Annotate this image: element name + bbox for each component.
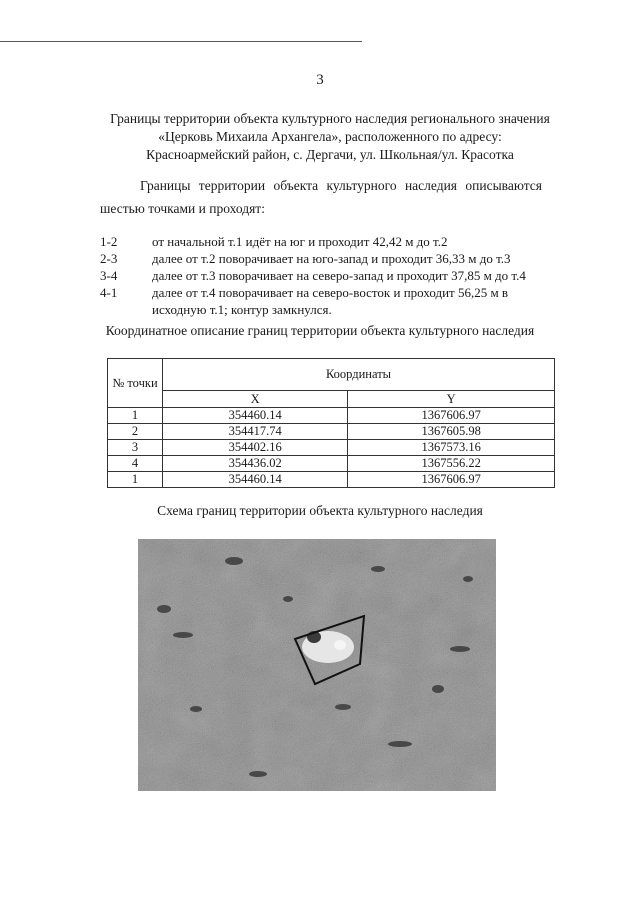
step-text: от начальной т.1 идёт на юг и проходит 42,42 м до т.2: [152, 234, 448, 249]
table-row: [108, 424, 555, 440]
step-text: далее от т.3 поворачивает на северо-запад и проходит 37,85 м до т.4: [152, 268, 526, 283]
heading-line-3: Красноармейский район, с. Дергачи, ул. Школьная/ул. Красотка: [146, 147, 514, 162]
heading-line-2: «Церковь Михаила Архангела», расположенного по адресу:: [158, 129, 502, 144]
table-row: [108, 408, 555, 424]
y-cell: 1367556.22: [348, 456, 555, 472]
step-code: 3-4: [100, 268, 118, 283]
point-cell: 1: [108, 472, 163, 488]
step-item: [100, 284, 560, 318]
document-heading: [60, 110, 600, 164]
y-cell: 1367606.97: [348, 408, 555, 424]
table-caption: Координатное описание границ территории объекта культурного наследия: [105, 323, 535, 338]
table-row: [108, 472, 555, 488]
step-code: 1-2: [100, 234, 118, 249]
scheme-caption: Схема границ территории объекта культурного наследия: [157, 503, 483, 518]
x-cell: 354460.14: [163, 408, 348, 424]
intro-paragraph: [100, 174, 542, 220]
point-column-header: № точки: [108, 359, 163, 408]
satellite-scheme-image: [138, 539, 496, 791]
step-item: [100, 267, 560, 284]
x-cell: 354402.16: [163, 440, 348, 456]
coordinates-header: Координаты: [163, 359, 555, 391]
map-grain: [138, 539, 496, 791]
x-cell: 354460.14: [163, 472, 348, 488]
y-column-header: Y: [348, 391, 555, 408]
heading-line-1: Границы территории объекта культурного наследия регионального значения: [110, 111, 550, 126]
y-cell: 1367573.16: [348, 440, 555, 456]
table-row: [108, 440, 555, 456]
x-column-header: X: [163, 391, 348, 408]
intro-line-2: шестью точками и проходят:: [100, 201, 265, 216]
point-cell: 4: [108, 456, 163, 472]
y-cell: 1367605.98: [348, 424, 555, 440]
scheme-svg: [138, 539, 496, 791]
point-cell: 3: [108, 440, 163, 456]
church-building: [302, 631, 354, 663]
y-cell: 1367606.97: [348, 472, 555, 488]
step-item: [100, 233, 560, 250]
intro-line-1: Границы территории объекта культурного наследия описываются: [140, 178, 542, 193]
boundary-steps: [100, 233, 560, 318]
step-text: далее от т.4 поворачивает на северо-восток и проходит 56,25 м в исходную т.1; контур замкнулся.: [152, 285, 509, 317]
coordinates-table: [107, 358, 555, 488]
step-code: 4-1: [100, 285, 118, 300]
x-cell: 354436.02: [163, 456, 348, 472]
step-item: [100, 250, 560, 267]
step-code: 2-3: [100, 251, 118, 266]
top-rule: [0, 41, 362, 42]
table-row: [108, 456, 555, 472]
point-cell: 2: [108, 424, 163, 440]
page-number: 3: [316, 72, 324, 88]
point-cell: 1: [108, 408, 163, 424]
x-cell: 354417.74: [163, 424, 348, 440]
step-text: далее от т.2 поворачивает на юго-запад и проходит 36,33 м до т.3: [152, 251, 511, 266]
